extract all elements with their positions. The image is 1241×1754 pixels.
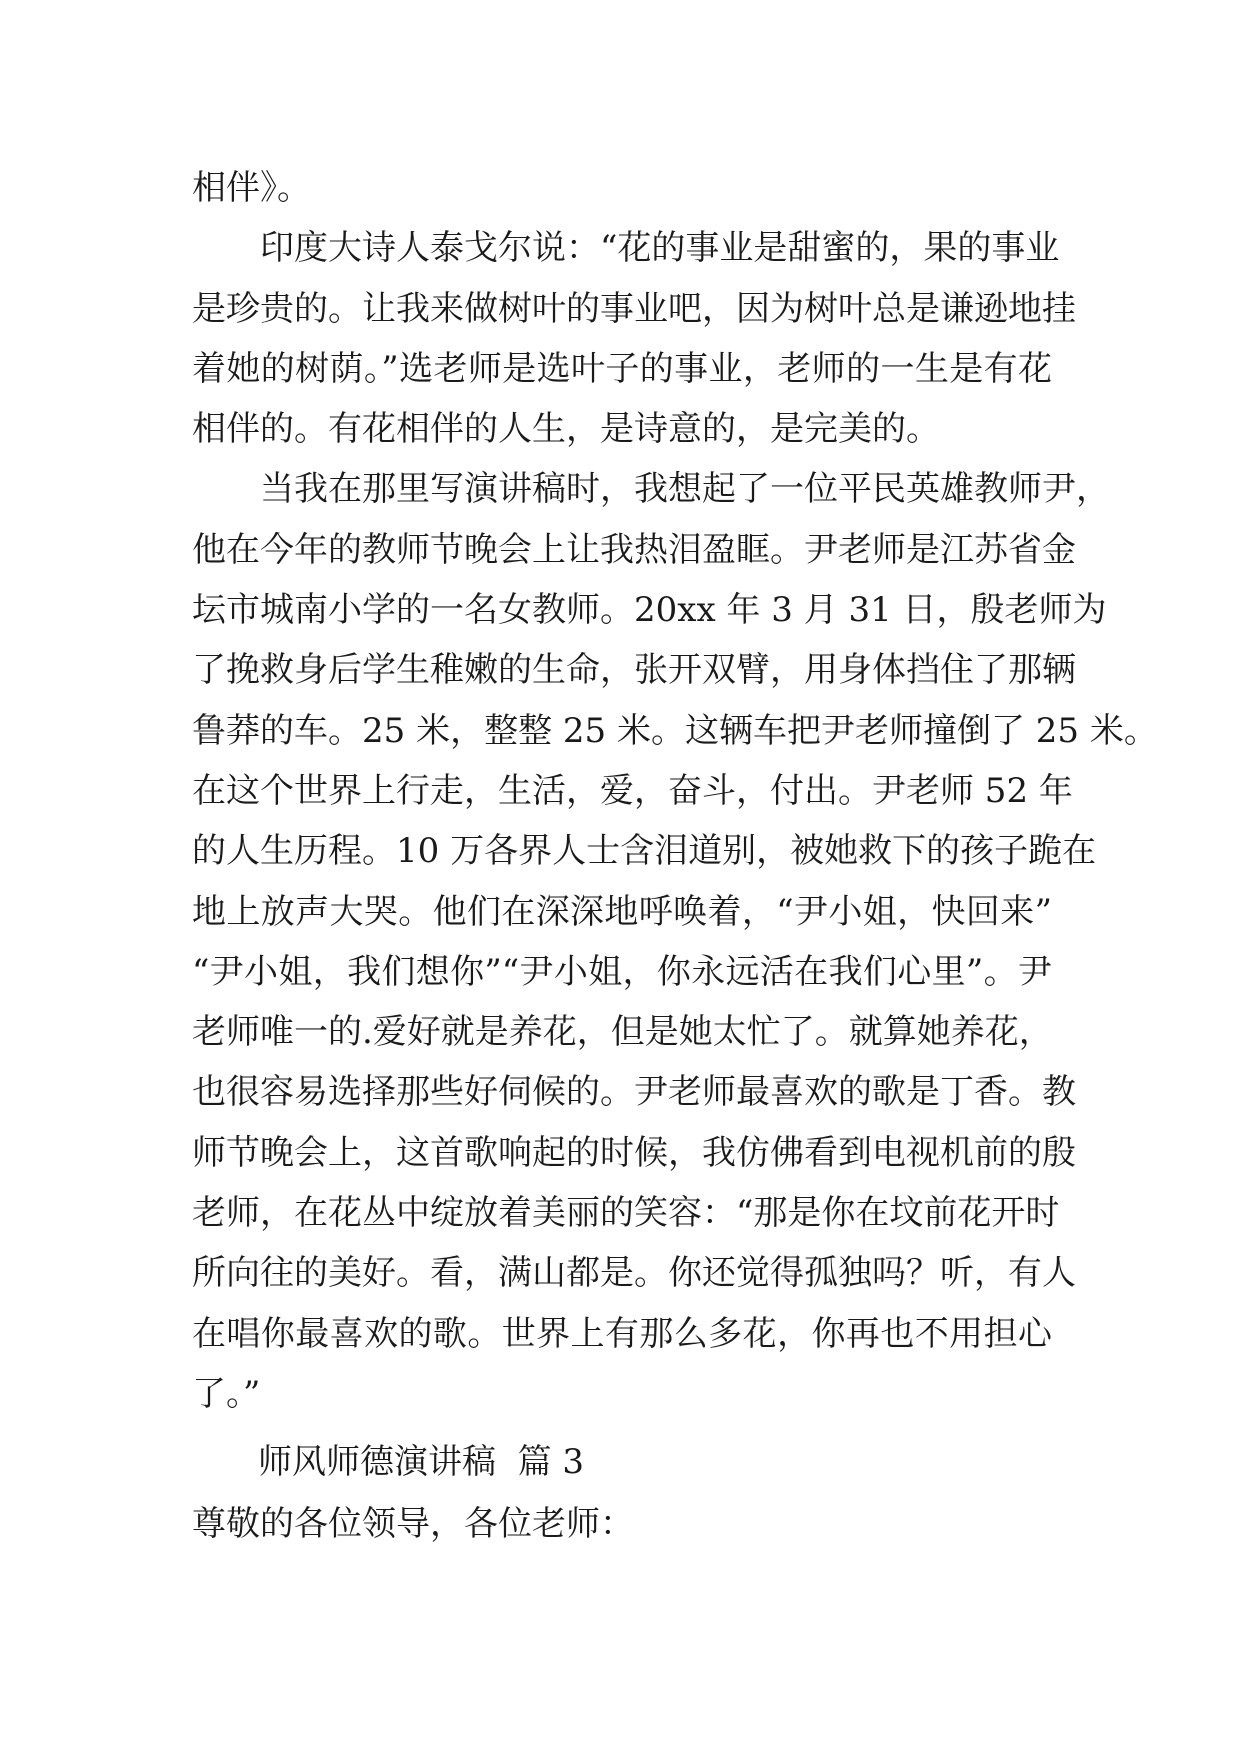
paragraph-line: 了。” bbox=[192, 1373, 261, 1414]
body-text bbox=[192, 158, 1158, 1424]
paragraph-line: 当我在那里写演讲稿时，我想起了一位平民英雄教师尹， bbox=[260, 469, 1110, 510]
paragraph-line: 鲁莽的车。25 米，整整 25 米。这辆车把尹老师撞倒了 25 米。 bbox=[192, 710, 1158, 751]
paragraph-line: 相伴》。 bbox=[192, 168, 311, 208]
salutation: 尊敬的各位领导，各位老师： bbox=[192, 1504, 634, 1544]
paragraph-line: “尹小姐，我们想你”“尹小姐，你永远活在我们心里”。尹 bbox=[192, 951, 1052, 992]
paragraph-line: 在唱你最喜欢的歌。世界上有那么多花，你再也不用担心 bbox=[192, 1313, 1052, 1354]
paragraph-line: 也很容易选择那些好伺候的。尹老师最喜欢的歌是丁香。教 bbox=[192, 1072, 1076, 1113]
paragraph-line: 了挽救身后学生稚嫩的生命，张开双臂，用身体挡住了那辆 bbox=[192, 650, 1076, 691]
paragraph-line: 的人生历程。10 万各界人士含泪道别，被她救下的孩子跪在 bbox=[192, 831, 1097, 872]
paragraph-line: 着她的树荫。”选老师是选叶子的事业，老师的一生是有花 bbox=[192, 348, 1052, 389]
paragraph-line: 坛市城南小学的一名女教师。20xx 年 3 月 31 日，殷老师为 bbox=[192, 590, 1107, 631]
paragraph-line: 地上放声大哭。他们在深深地呼唤着，“尹小姐，快回来” bbox=[192, 891, 1052, 932]
paragraph-line: 师节晚会上，这首歌响起的时候，我仿佛看到电视机前的殷 bbox=[192, 1132, 1076, 1173]
paragraph-line: 老师唯一的.爱好就是养花，但是她太忙了。就算她养花， bbox=[192, 1012, 1053, 1053]
paragraph-line: 老师，在花丛中绽放着美丽的笑容：“那是你在坟前花开时 bbox=[192, 1193, 1060, 1234]
paragraph-line: 他在今年的教师节晚会上让我热泪盈眶。尹老师是江苏省金 bbox=[192, 529, 1076, 570]
paragraph-line: 所向往的美好。看，满山都是。你还觉得孤独吗？听，有人 bbox=[192, 1253, 1076, 1294]
paragraph-line: 在这个世界上行走，生活，爱，奋斗，付出。尹老师 52 年 bbox=[192, 770, 1073, 811]
paragraph-line: 是珍贵的。让我来做树叶的事业吧，因为树叶总是谦逊地挂 bbox=[192, 288, 1076, 329]
paragraph-line: 相伴的。有花相伴的人生，是诗意的，是完美的。 bbox=[192, 409, 940, 450]
section-heading: 师风师德演讲稿 篇 3 bbox=[258, 1442, 585, 1482]
paragraph-line: 印度大诗人泰戈尔说：“花的事业是甜蜜的，果的事业 bbox=[260, 228, 1060, 269]
